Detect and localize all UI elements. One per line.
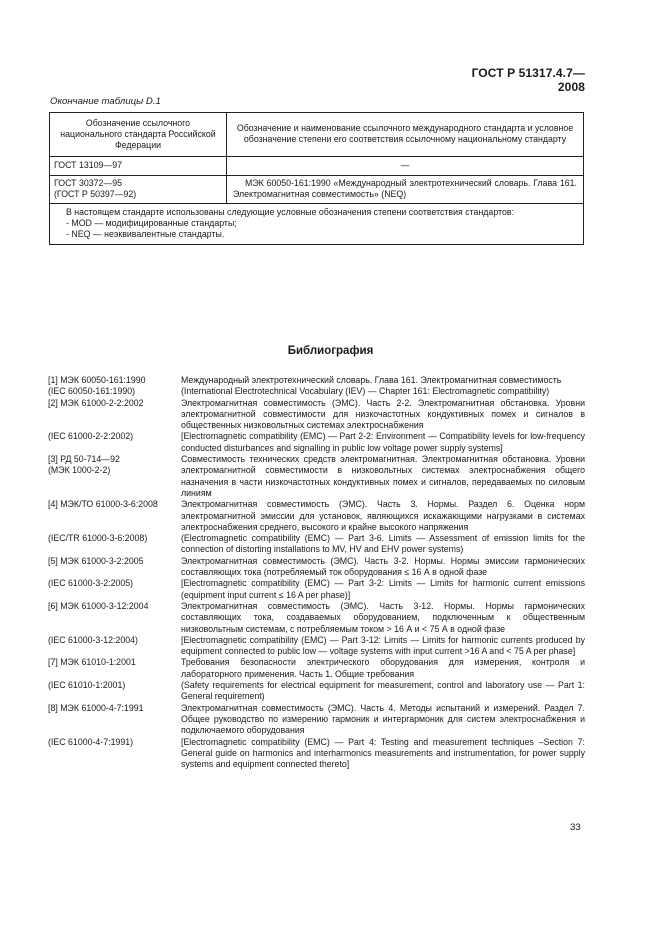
bibliography-text: (International Electrotechnical Vocabulary (IEV) — Chapter 161: Electromagnetic compatibility): [181, 386, 550, 397]
bibliography-entry: [48, 375, 585, 386]
bibliography-ref: [48, 454, 181, 499]
bibliography-text: (Safety requirements for electrical equipment for measurement, control and laboratory use — Part 1: General requirement): [181, 680, 585, 702]
bibliography-text: [Electromagnetic compatibility (EMC) — Part 2-2: Environment — Compatibility levels for low-frequency conducted disturbances and signalling in public low voltage power supply systems]: [181, 431, 585, 453]
table-cell-national: [50, 176, 227, 204]
bibliography-entry: [48, 454, 585, 499]
bibliography-entry: [48, 431, 585, 454]
bibliography-entry: [48, 703, 585, 737]
bibliography-entry: [48, 737, 585, 771]
bibliography-entry: [48, 386, 585, 397]
bibliography-ref: (IEC 61000-4-7:1991): [48, 736, 134, 747]
standard-code-alt: (ГОСТ Р 50397—92): [54, 189, 137, 199]
bibliography-ref: [6] МЭК 61000-3-12:2004: [48, 600, 149, 611]
notes-neq: - NEQ — неэквивалентные стандарты.: [66, 229, 225, 239]
notes-mod: - MOD — модифицированные стандарты;: [66, 218, 237, 228]
table-cell-international: [227, 176, 584, 204]
bibliography-ref: [7] МЭК 61010-1:2001: [48, 657, 136, 668]
standard-description: —: [400, 160, 410, 170]
bibliography-text: Электромагнитная совместимость (ЭМС). Часть 3. Нормы. Раздел 6. Оценка норм электромагнитной эмиссии для установок, являющихся искажающими нагрузками в системах электроснабжения среднего, высокого и крайне высокого напряжения: [181, 499, 585, 532]
bibliography-ref: [2] МЭК 61000-2-2:2002: [48, 397, 144, 408]
table-row: [50, 176, 584, 204]
bibliography-text: [Electromagnetic compatibility (EMC) — Part 3-2: Limits — Limits for harmonic current emissions (equipment input current ≤ 16 A per phase)]: [181, 578, 585, 600]
bibliography-entry: [48, 533, 585, 556]
table-row: [50, 157, 584, 176]
table-caption: Окончание таблицы D.1: [50, 96, 161, 107]
table-cell-international: [227, 157, 584, 176]
reference-standards-table: [49, 112, 584, 245]
bibliography-text: Электромагнитная совместимость (ЭМС). Часть 3-12. Нормы. Нормы гармонических составляющих тока, создаваемых оборудованием, подключенным к общественным низковольтным системам, с потребляемым током > 16 А и < 75 А в одной фазе: [181, 600, 585, 634]
bibliography-ref: [1] МЭК 60050-161:1990: [48, 375, 146, 385]
bibliography-text: Международный электротехнический словарь. Глава 161. Электромагнитная совместимость: [181, 375, 562, 385]
bibliography-title: Библиография: [287, 345, 374, 357]
bibliography-entry: [48, 556, 585, 579]
bibliography-text: (Electromagnetic compatibility (EMC) — Part 3-6. Limits — Assessment of emission limits for the connection of distorting installations to MV, HV and EHV power systems): [181, 533, 585, 555]
bibliography-entry: [48, 578, 585, 601]
bibliography-ref-secondary: (МЭК 1000-2-2): [48, 465, 111, 476]
bibliography-text: Электромагнитная совместимость (ЭМС). Часть 2-2. Электромагнитная обстановка. Уровни электромагнитной совместимости для низкочастотных кондуктивных помех и сигналов в общественных низковольтных системах электроснабжения: [181, 397, 585, 431]
bibliography-entry: [48, 499, 585, 533]
table-cell-national: [50, 157, 227, 176]
bibliography-ref: (IEC 61000-3-2:2005): [48, 578, 134, 589]
bibliography-entry: [48, 680, 585, 703]
notes-intro: В настоящем стандарте использованы следующие условные обозначения степени соответствия стандартов:: [66, 207, 514, 217]
standard-description: МЭК 60050-161:1990 «Международный электротехнический словарь. Глава 161. Электромагнитная совместимость» (NEQ): [233, 178, 577, 199]
bibliography-ref: [5] МЭК 61000-3-2:2005: [48, 555, 144, 566]
bibliography-ref: [4] МЭК/ТО 61000-3-6:2008: [48, 499, 158, 510]
bibliography-text: [Electromagnetic compatibility (EMC) — Part 4: Testing and measurement techniques –Section 7: General guide on harmonics and interharmonics measurements and instrumentation, for power supply systems and equipment connected thereto]: [181, 736, 585, 770]
column-header-international: Обозначение и наименование ссылочного международного стандарта и условное обозначение степени его соответствия ссылочному национальному стандарту: [227, 113, 584, 157]
bibliography-entry: [48, 657, 585, 680]
bibliography-text: Электромагнитная совместимость (ЭМС). Часть 4. Методы испытаний и измерений. Раздел 7. Общее руководство по измерению гармоник и интергармоник для систем электроснабжения и подключаемого оборудования: [181, 702, 585, 736]
bibliography-ref: (IEC 60050-161:1990): [48, 386, 136, 397]
bibliography-ref: (IEC 61010-1:2001): [48, 680, 126, 691]
bibliography-ref: (IEC 61000-2-2:2002): [48, 431, 134, 442]
standard-code: ГОСТ 13109—97: [54, 160, 123, 170]
bibliography-text: Требования безопасности электрического оборудования для измерения, контроля и лабораторного применения. Часть 1. Общие требования: [181, 657, 585, 679]
table-notes-row: [50, 204, 584, 245]
bibliography-text: Электромагнитная совместимость (ЭМС). Часть 3-2. Нормы. Нормы эмиссии гармонических составляющих тока (потребляемый ток оборудования ≤ 16 А в одной фазе: [181, 555, 585, 578]
standard-code: ГОСТ 30372—95: [54, 178, 123, 188]
table-notes: [50, 204, 584, 245]
table-header-row: [50, 113, 584, 157]
bibliography-ref-primary: [3] РД 50-714—92: [48, 454, 120, 465]
bibliography-ref: (IEC 61000-3-12:2004): [48, 634, 138, 645]
bibliography-entry: [48, 398, 585, 432]
bibliography-text: Совместимость технических средств электромагнитная. Электромагнитная обстановка. Уровни электромагнитной совместимости в низковольтных системах электроснабжения общего назначения в части низкочастотных кондуктивных помех и сигналов, передаваемых по силовым линиям: [181, 454, 585, 498]
column-header-national: Обозначение ссылочного национального стандарта Российской Федерации: [50, 113, 227, 157]
bibliography-entry: [48, 635, 585, 658]
bibliography-text: [Electromagnetic compatibility (EMC) — Part 3-12: Limits — Limits for harmonic currents produced by equipment connected to public low — voltage systems with input current >16 A and < 75 A per phase]: [181, 634, 585, 657]
bibliography-entry: [48, 601, 585, 635]
bibliography-ref: (IEC/TR 61000-3-6:2008): [48, 533, 148, 544]
document-number-header: ГОСТ Р 51317.4.7—2008: [471, 66, 585, 94]
bibliography-ref: [8] МЭК 61000-4-7:1991: [48, 702, 144, 713]
bibliography-list: [48, 375, 585, 770]
page-number: 33: [570, 822, 581, 833]
